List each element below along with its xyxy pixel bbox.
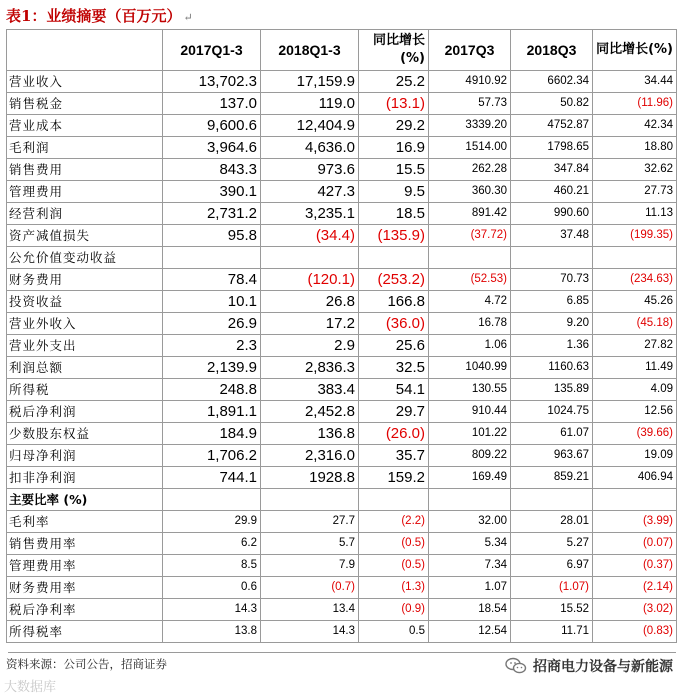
data-cell: 1.06 <box>429 335 511 357</box>
data-cell: 54.1 <box>359 379 429 401</box>
data-cell: 12,404.9 <box>261 115 359 137</box>
data-cell: 28.01 <box>511 511 593 533</box>
row-label: 管理费用率 <box>7 555 163 577</box>
row-label: 资产减值损失 <box>7 225 163 247</box>
financial-summary-table <box>6 29 677 643</box>
column-header: 2018Q1-3 <box>261 30 359 71</box>
data-cell: 248.8 <box>163 379 261 401</box>
data-cell: (2.14) <box>593 577 677 599</box>
table-row <box>7 313 677 335</box>
paragraph-mark-icon: ↵ <box>183 11 193 24</box>
data-cell: 2,139.9 <box>163 357 261 379</box>
data-cell: 8.5 <box>163 555 261 577</box>
data-cell: (0.7) <box>261 577 359 599</box>
data-cell: 11.13 <box>593 203 677 225</box>
column-header: 2017Q3 <box>429 30 511 71</box>
column-header <box>7 30 163 71</box>
row-label: 少数股东权益 <box>7 423 163 445</box>
data-cell: (1.07) <box>511 577 593 599</box>
table-row <box>7 577 677 599</box>
data-cell: (253.2) <box>359 269 429 291</box>
data-cell: 70.73 <box>511 269 593 291</box>
data-cell: (0.37) <box>593 555 677 577</box>
wechat-icon <box>505 657 527 675</box>
data-cell: 12.56 <box>593 401 677 423</box>
data-cell: 50.82 <box>511 93 593 115</box>
row-label: 归母净利润 <box>7 445 163 467</box>
data-cell: (37.72) <box>429 225 511 247</box>
table-row <box>7 621 677 643</box>
data-cell: 119.0 <box>261 93 359 115</box>
table-row <box>7 203 677 225</box>
table-row <box>7 423 677 445</box>
empty-cell <box>359 489 429 511</box>
data-cell: 18.80 <box>593 137 677 159</box>
data-cell: (0.07) <box>593 533 677 555</box>
data-cell: 45.26 <box>593 291 677 313</box>
data-cell: 18.5 <box>359 203 429 225</box>
data-cell <box>261 247 359 269</box>
column-header: 同比增长(%) <box>359 30 429 71</box>
data-cell: 1040.99 <box>429 357 511 379</box>
data-cell: 26.8 <box>261 291 359 313</box>
data-cell: (0.83) <box>593 621 677 643</box>
data-cell: 37.48 <box>511 225 593 247</box>
row-label: 销售费用 <box>7 159 163 181</box>
row-label: 营业收入 <box>7 71 163 93</box>
source-note: 资料来源：公司公告，招商证券 <box>6 657 167 671</box>
data-cell: 14.3 <box>163 599 261 621</box>
data-cell: 34.44 <box>593 71 677 93</box>
row-label: 税后净利率 <box>7 599 163 621</box>
table-row <box>7 555 677 577</box>
data-cell <box>163 247 261 269</box>
data-cell: 4910.92 <box>429 71 511 93</box>
data-cell: 7.9 <box>261 555 359 577</box>
row-label: 利润总额 <box>7 357 163 379</box>
data-cell: 12.54 <box>429 621 511 643</box>
data-cell: 460.21 <box>511 181 593 203</box>
data-cell: 101.22 <box>429 423 511 445</box>
data-cell: 25.6 <box>359 335 429 357</box>
data-cell: 17.2 <box>261 313 359 335</box>
data-cell: 262.28 <box>429 159 511 181</box>
section-label: 主要比率 (%) <box>7 489 163 511</box>
data-cell: 9.20 <box>511 313 593 335</box>
data-cell: 5.27 <box>511 533 593 555</box>
row-label: 财务费用率 <box>7 577 163 599</box>
data-cell: 0.6 <box>163 577 261 599</box>
row-label: 营业成本 <box>7 115 163 137</box>
data-cell: 32.5 <box>359 357 429 379</box>
data-cell: 27.82 <box>593 335 677 357</box>
data-cell: 347.84 <box>511 159 593 181</box>
section-header-row <box>7 489 677 511</box>
watermark: 大数据库 <box>4 680 57 695</box>
data-cell: 61.07 <box>511 423 593 445</box>
row-label: 所得税 <box>7 379 163 401</box>
column-header: 同比增长(%) <box>593 30 677 71</box>
table-row <box>7 115 677 137</box>
data-cell: 963.67 <box>511 445 593 467</box>
data-cell: (0.9) <box>359 599 429 621</box>
table-row <box>7 247 677 269</box>
data-cell: (36.0) <box>359 313 429 335</box>
data-cell: 360.30 <box>429 181 511 203</box>
data-cell: 6.85 <box>511 291 593 313</box>
brand-name: 招商电力设备与新能源 <box>533 659 673 675</box>
table-row <box>7 225 677 247</box>
data-cell: 13,702.3 <box>163 71 261 93</box>
empty-cell <box>593 489 677 511</box>
data-cell: 35.7 <box>359 445 429 467</box>
data-cell: 1160.63 <box>511 357 593 379</box>
data-cell: 32.00 <box>429 511 511 533</box>
data-cell <box>359 247 429 269</box>
data-cell: (1.3) <box>359 577 429 599</box>
table-header-row <box>7 30 677 71</box>
data-cell: 6.97 <box>511 555 593 577</box>
table-title-text: 表1：业绩摘要（百万元） <box>6 7 182 25</box>
row-label: 公允价值变动收益 <box>7 247 163 269</box>
data-cell: 25.2 <box>359 71 429 93</box>
data-cell: 16.9 <box>359 137 429 159</box>
footer-divider <box>8 652 676 653</box>
table-row <box>7 599 677 621</box>
data-cell: (52.53) <box>429 269 511 291</box>
data-cell: (199.35) <box>593 225 677 247</box>
brand-tag[interactable] <box>505 656 673 676</box>
data-cell: 859.21 <box>511 467 593 489</box>
column-header: 2018Q3 <box>511 30 593 71</box>
data-cell: 1,891.1 <box>163 401 261 423</box>
data-cell: 1928.8 <box>261 467 359 489</box>
data-cell: (26.0) <box>359 423 429 445</box>
row-label: 销售费用率 <box>7 533 163 555</box>
data-cell: 17,159.9 <box>261 71 359 93</box>
table-row <box>7 335 677 357</box>
data-cell: 2,316.0 <box>261 445 359 467</box>
row-label: 扣非净利润 <box>7 467 163 489</box>
data-cell: 169.49 <box>429 467 511 489</box>
table-row <box>7 181 677 203</box>
data-cell: 95.8 <box>163 225 261 247</box>
row-label: 营业外收入 <box>7 313 163 335</box>
data-cell: (3.99) <box>593 511 677 533</box>
data-cell: 27.7 <box>261 511 359 533</box>
data-cell: (120.1) <box>261 269 359 291</box>
row-label: 营业外支出 <box>7 335 163 357</box>
data-cell: 744.1 <box>163 467 261 489</box>
data-cell: (13.1) <box>359 93 429 115</box>
data-cell: 18.54 <box>429 599 511 621</box>
row-label: 毛利润 <box>7 137 163 159</box>
empty-cell <box>429 489 511 511</box>
data-cell: 10.1 <box>163 291 261 313</box>
data-cell: 57.73 <box>429 93 511 115</box>
table-row <box>7 445 677 467</box>
data-cell: (2.2) <box>359 511 429 533</box>
data-cell: 1798.65 <box>511 137 593 159</box>
data-cell: 15.52 <box>511 599 593 621</box>
data-cell: 11.71 <box>511 621 593 643</box>
data-cell: (0.5) <box>359 555 429 577</box>
data-cell: 29.2 <box>359 115 429 137</box>
data-cell: 1,706.2 <box>163 445 261 467</box>
empty-cell <box>261 489 359 511</box>
data-cell: 3,964.6 <box>163 137 261 159</box>
data-cell: 7.34 <box>429 555 511 577</box>
table-row <box>7 357 677 379</box>
data-cell: 19.09 <box>593 445 677 467</box>
row-label: 经营利润 <box>7 203 163 225</box>
table-row <box>7 401 677 423</box>
table-row <box>7 269 677 291</box>
table-row <box>7 291 677 313</box>
row-label: 销售税金 <box>7 93 163 115</box>
data-cell: 4752.87 <box>511 115 593 137</box>
data-cell: 4.72 <box>429 291 511 313</box>
data-cell: (11.96) <box>593 93 677 115</box>
data-cell: 6602.34 <box>511 71 593 93</box>
data-cell: 2,836.3 <box>261 357 359 379</box>
data-cell: (45.18) <box>593 313 677 335</box>
data-cell: 390.1 <box>163 181 261 203</box>
data-cell: 3,235.1 <box>261 203 359 225</box>
data-cell: 135.89 <box>511 379 593 401</box>
table-row <box>7 137 677 159</box>
data-cell: (3.02) <box>593 599 677 621</box>
data-cell: 1514.00 <box>429 137 511 159</box>
data-cell: 1.07 <box>429 577 511 599</box>
row-label: 管理费用 <box>7 181 163 203</box>
data-cell: 78.4 <box>163 269 261 291</box>
row-label: 税后净利润 <box>7 401 163 423</box>
row-label: 毛利率 <box>7 511 163 533</box>
data-cell <box>511 247 593 269</box>
data-cell: 166.8 <box>359 291 429 313</box>
column-header: 2017Q1-3 <box>163 30 261 71</box>
data-cell: 5.7 <box>261 533 359 555</box>
data-cell: 4.09 <box>593 379 677 401</box>
data-cell: 13.8 <box>163 621 261 643</box>
data-cell: (34.4) <box>261 225 359 247</box>
table-row <box>7 159 677 181</box>
data-cell: 184.9 <box>163 423 261 445</box>
data-cell: 2,452.8 <box>261 401 359 423</box>
data-cell: 3339.20 <box>429 115 511 137</box>
data-cell: 1.36 <box>511 335 593 357</box>
data-cell <box>429 247 511 269</box>
table-row <box>7 379 677 401</box>
data-cell: (0.5) <box>359 533 429 555</box>
data-cell: 2.3 <box>163 335 261 357</box>
data-cell: 0.5 <box>359 621 429 643</box>
data-cell: 383.4 <box>261 379 359 401</box>
table-row <box>7 467 677 489</box>
data-cell: 13.4 <box>261 599 359 621</box>
empty-cell <box>511 489 593 511</box>
data-cell: 11.49 <box>593 357 677 379</box>
data-cell: 15.5 <box>359 159 429 181</box>
data-cell: 427.3 <box>261 181 359 203</box>
table-row <box>7 533 677 555</box>
data-cell: 4,636.0 <box>261 137 359 159</box>
data-cell: 130.55 <box>429 379 511 401</box>
data-cell: 14.3 <box>261 621 359 643</box>
data-cell: 29.7 <box>359 401 429 423</box>
data-cell: 973.6 <box>261 159 359 181</box>
table-row <box>7 71 677 93</box>
data-cell: 16.78 <box>429 313 511 335</box>
data-cell: 42.34 <box>593 115 677 137</box>
data-cell: 990.60 <box>511 203 593 225</box>
data-cell: 159.2 <box>359 467 429 489</box>
data-cell: 910.44 <box>429 401 511 423</box>
data-cell: 2.9 <box>261 335 359 357</box>
data-cell: 27.73 <box>593 181 677 203</box>
data-cell: 136.8 <box>261 423 359 445</box>
data-cell: 406.94 <box>593 467 677 489</box>
data-cell: 891.42 <box>429 203 511 225</box>
data-cell: 9.5 <box>359 181 429 203</box>
data-cell: (135.9) <box>359 225 429 247</box>
data-cell: 32.62 <box>593 159 677 181</box>
table-row <box>7 511 677 533</box>
data-cell: 5.34 <box>429 533 511 555</box>
data-cell: 2,731.2 <box>163 203 261 225</box>
data-cell: 843.3 <box>163 159 261 181</box>
table-title <box>6 4 193 28</box>
data-cell: (39.66) <box>593 423 677 445</box>
table-row <box>7 93 677 115</box>
data-cell: 29.9 <box>163 511 261 533</box>
empty-cell <box>163 489 261 511</box>
data-cell: 9,600.6 <box>163 115 261 137</box>
row-label: 财务费用 <box>7 269 163 291</box>
data-cell <box>593 247 677 269</box>
data-cell: 809.22 <box>429 445 511 467</box>
data-cell: 1024.75 <box>511 401 593 423</box>
row-label: 投资收益 <box>7 291 163 313</box>
data-cell: 26.9 <box>163 313 261 335</box>
data-cell: (234.63) <box>593 269 677 291</box>
row-label: 所得税率 <box>7 621 163 643</box>
data-cell: 137.0 <box>163 93 261 115</box>
data-cell: 6.2 <box>163 533 261 555</box>
